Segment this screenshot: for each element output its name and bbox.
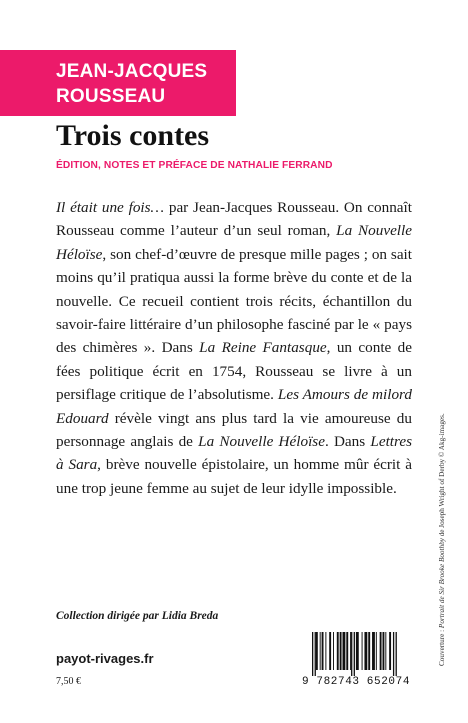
blurb-segment: , un conte de fées politique écrit en 1754, Rousseau se livre à un persiflage critique de l’absolutisme. (56, 339, 412, 404)
barcode-bar (316, 632, 318, 670)
barcode-bar (315, 632, 316, 676)
barcode-bars (302, 632, 442, 676)
barcode-bar (320, 632, 321, 670)
blurb-segment: Il était une fois… (56, 199, 165, 216)
isbn-digits: 9 782743 652074 (302, 676, 411, 688)
barcode-bar (340, 632, 342, 670)
barcode-bar (383, 632, 385, 670)
barcode-bar (380, 632, 382, 670)
barcode-bar (329, 632, 331, 670)
barcode-bar (376, 632, 377, 670)
barcode-bar (325, 632, 326, 670)
barcode-bar (372, 632, 375, 670)
blurb-segment: révèle vingt ans plus tard la vie amoureuse du personnage anglais de (56, 409, 412, 451)
author-band (0, 50, 236, 116)
credit-suffix: de Joseph Wright of Derby © Akg-images. (438, 413, 446, 539)
blurb-segment: La Nouvelle Héloïse (56, 222, 412, 263)
price: 7,50 € (56, 676, 81, 687)
barcode-bar (354, 632, 355, 676)
barcode-bar (356, 632, 359, 670)
back-cover-blurb (56, 196, 412, 500)
blurb-segment: Les Amours de milord Edouard (56, 386, 412, 427)
barcode-bar (337, 632, 339, 670)
edition-credit: ÉDITION, NOTES ET PRÉFACE DE NATHALIE FERRAND (56, 160, 333, 171)
barcode-bar (343, 632, 346, 670)
barcode-bar (396, 632, 397, 676)
barcode-bar (385, 632, 386, 670)
blurb-segment: par Jean-Jacques Rousseau. On connaît Rousseau comme l’auteur d’un seul roman, (56, 199, 412, 240)
barcode-bar (322, 632, 324, 670)
blurb-segment: , brève nouvelle épistolaire, un homme mûr écrit à une trop jeune femme au sujet de leur idylle impossible. (56, 456, 412, 497)
blurb-segment: La Reine Fantasque (199, 339, 327, 357)
book-title: Trois contes (56, 119, 210, 152)
barcode-bar (364, 632, 367, 670)
barcode-bar (350, 632, 351, 670)
credit-painting: Portrait de Sir Brooke Boothby (438, 538, 446, 629)
credit-prefix: Couverture : (438, 628, 446, 666)
cover-credit (438, 413, 446, 666)
barcode-bar (389, 632, 391, 670)
author-first-name: JEAN-JACQUES (56, 61, 208, 82)
blurb-segment: Lettres à Sara (56, 433, 412, 474)
author-last-name: ROUSSEAU (56, 86, 166, 107)
collection-editor: Collection dirigée par Lidia Breda (56, 610, 219, 622)
blurb-segment: , son chef-d’œuvre de presque mille pages ; on sait moins qu’il pratiqua aussi la forme brève du conte et de la nouvelle. Ce recueil contient trois récits, échantillon du savoir-faire littéraire d’un philosophe fasciné par le « pays des chimères ». Dans (56, 245, 412, 357)
barcode-bar (393, 632, 394, 676)
barcode-bar (351, 632, 352, 676)
barcode-bar (368, 632, 370, 670)
publisher-url: payot-rivages.fr (56, 651, 154, 666)
blurb-segment: . Dans (324, 433, 371, 451)
blurb-segment: La Nouvelle Héloïse (198, 433, 325, 451)
barcode-bar (362, 632, 363, 670)
barcode-bar (312, 632, 313, 676)
barcode-bar (333, 632, 334, 670)
barcode (302, 632, 442, 692)
barcode-bar (346, 632, 348, 670)
